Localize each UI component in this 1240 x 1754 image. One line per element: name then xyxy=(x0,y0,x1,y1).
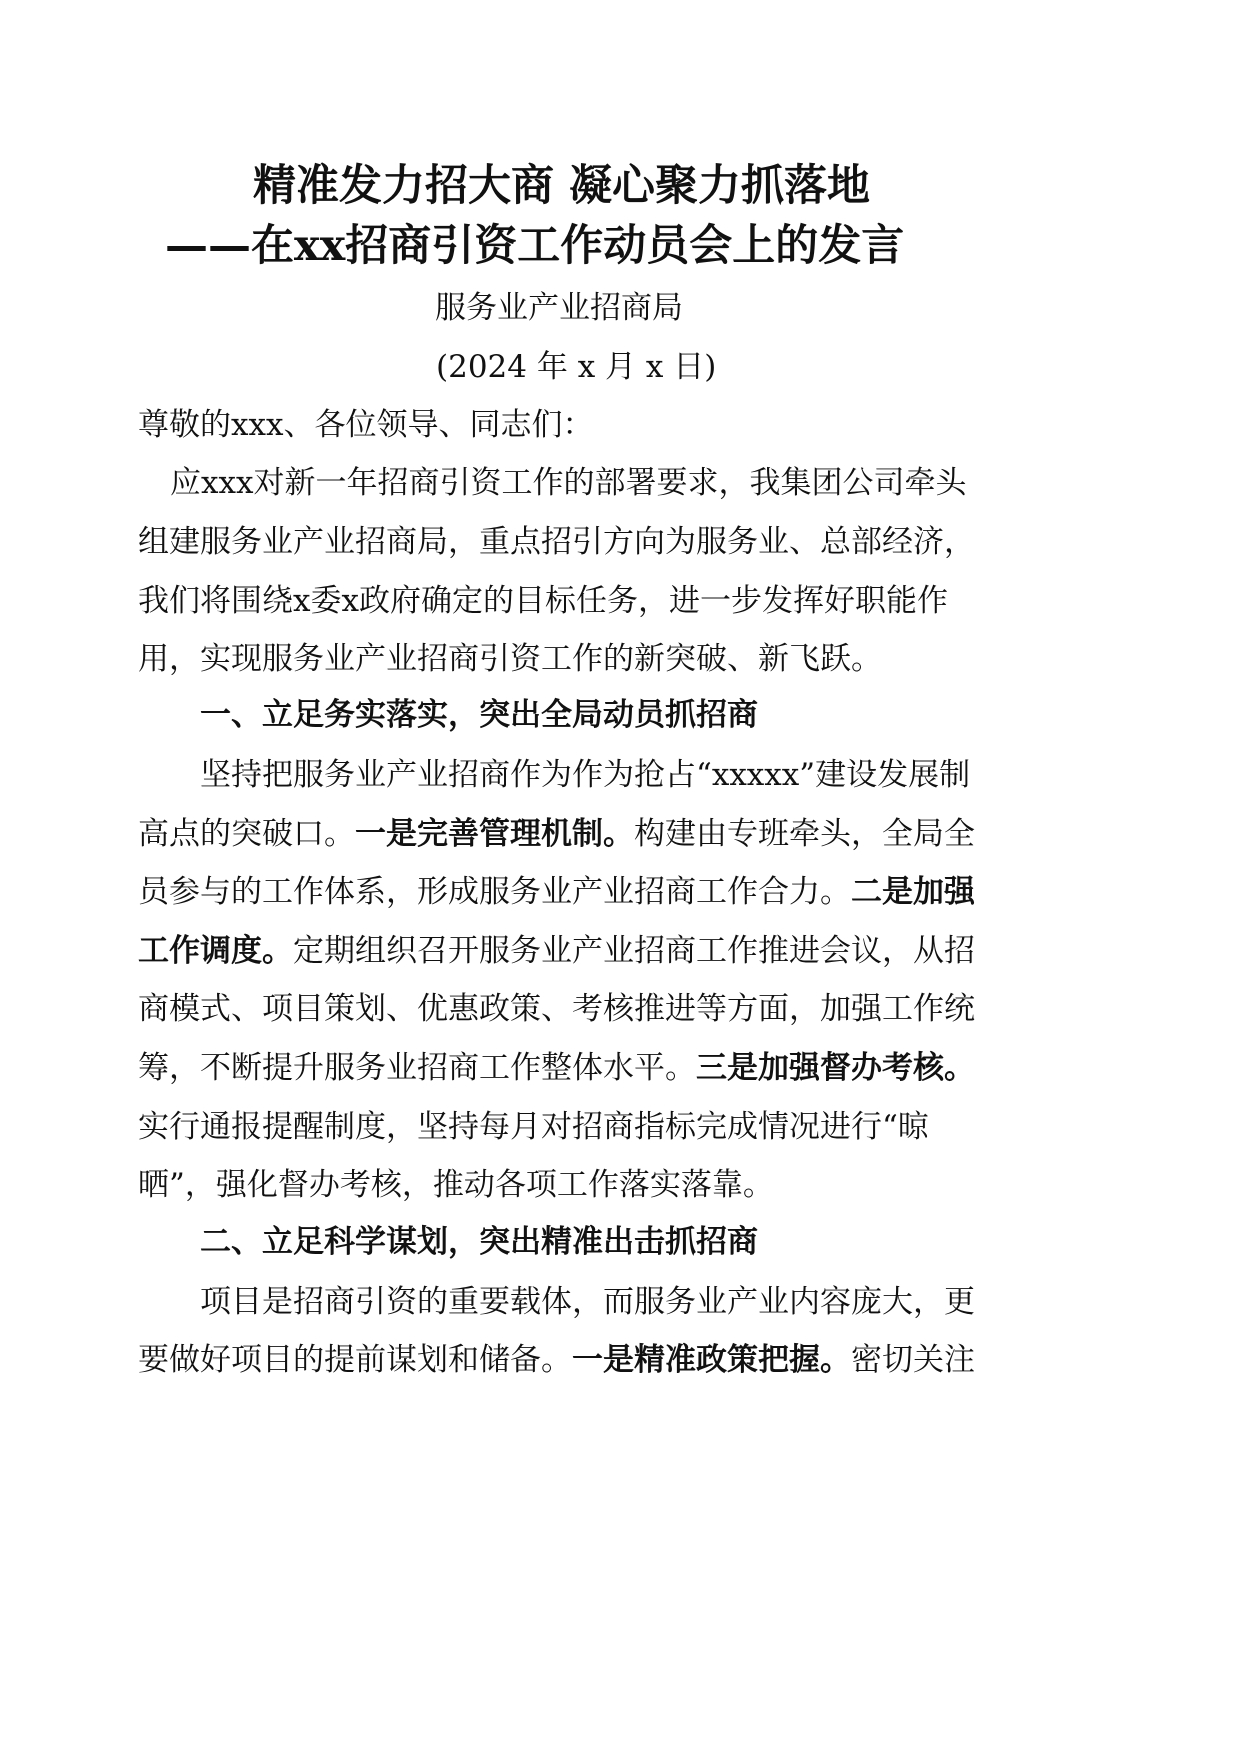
section1-text: 定期组织召开服务业产业招商工作推进会议，从招 xyxy=(293,933,975,969)
intro-line-1: 应xxx对新一年招商引资工作的部署要求，我集团公司牵头 xyxy=(170,465,967,501)
section1-line-3 xyxy=(138,874,975,910)
section1-emphasis: 二是加强 xyxy=(851,874,975,910)
section1-line-5: 商模式、项目策划、优惠政策、考核推进等方面，加强工作统 xyxy=(138,991,975,1027)
section1-emphasis: 一是完善管理机制。 xyxy=(355,816,634,852)
intro-line-4: 用，实现服务业产业招商引资工作的新突破、新飞跃。 xyxy=(138,641,882,677)
section1-line-6 xyxy=(138,1050,975,1086)
date-line: (2024 年 x 月 x 日) xyxy=(436,349,717,385)
section1-text: 高点的突破口。 xyxy=(138,816,355,852)
section-heading-2: 二、立足科学谋划，突出精准出击抓招商 xyxy=(200,1224,758,1260)
intro-line-2: 组建服务业产业招商局，重点招引方向为服务业、总部经济， xyxy=(138,524,975,560)
section1-line-4 xyxy=(138,933,975,969)
author-line: 服务业产业招商局 xyxy=(435,290,683,326)
title-line-2: ——在xx招商引资工作动员会上的发言 xyxy=(165,221,905,271)
section1-text: 员参与的工作体系，形成服务业产业招商工作合力。 xyxy=(138,874,851,910)
section1-line-1: 坚持把服务业产业招商作为作为抢占“xxxxx”建设发展制 xyxy=(200,757,971,793)
section-heading-1: 一、立足务实落实，突出全局动员抓招商 xyxy=(200,697,758,733)
title-line-1: 精准发力招大商 凝心聚力抓落地 xyxy=(253,161,870,211)
section1-line-2 xyxy=(138,816,975,852)
section2-line-1: 项目是招商引资的重要载体，而服务业产业内容庞大，更 xyxy=(200,1284,975,1320)
section1-emphasis: 工作调度。 xyxy=(138,933,293,969)
section1-text: 筹，不断提升服务业招商工作整体水平。 xyxy=(138,1050,696,1086)
salutation: 尊敬的xxx、各位领导、同志们： xyxy=(138,407,594,443)
section2-emphasis: 一是精准政策把握。 xyxy=(572,1342,851,1378)
section1-line-8: 晒”，强化督办考核，推动各项工作落实落靠。 xyxy=(138,1167,774,1203)
section1-emphasis: 三是加强督办考核。 xyxy=(696,1050,975,1086)
section1-text: 构建由专班牵头，全局全 xyxy=(634,816,975,852)
section2-text: 要做好项目的提前谋划和储备。 xyxy=(138,1342,572,1378)
section1-line-7: 实行通报提醒制度，坚持每月对招商指标完成情况进行“晾 xyxy=(138,1109,929,1145)
intro-line-3: 我们将围绕x委x政府确定的目标任务，进一步发挥好职能作 xyxy=(138,583,948,619)
section2-text: 密切关注 xyxy=(851,1342,975,1378)
section2-line-2 xyxy=(138,1342,975,1378)
